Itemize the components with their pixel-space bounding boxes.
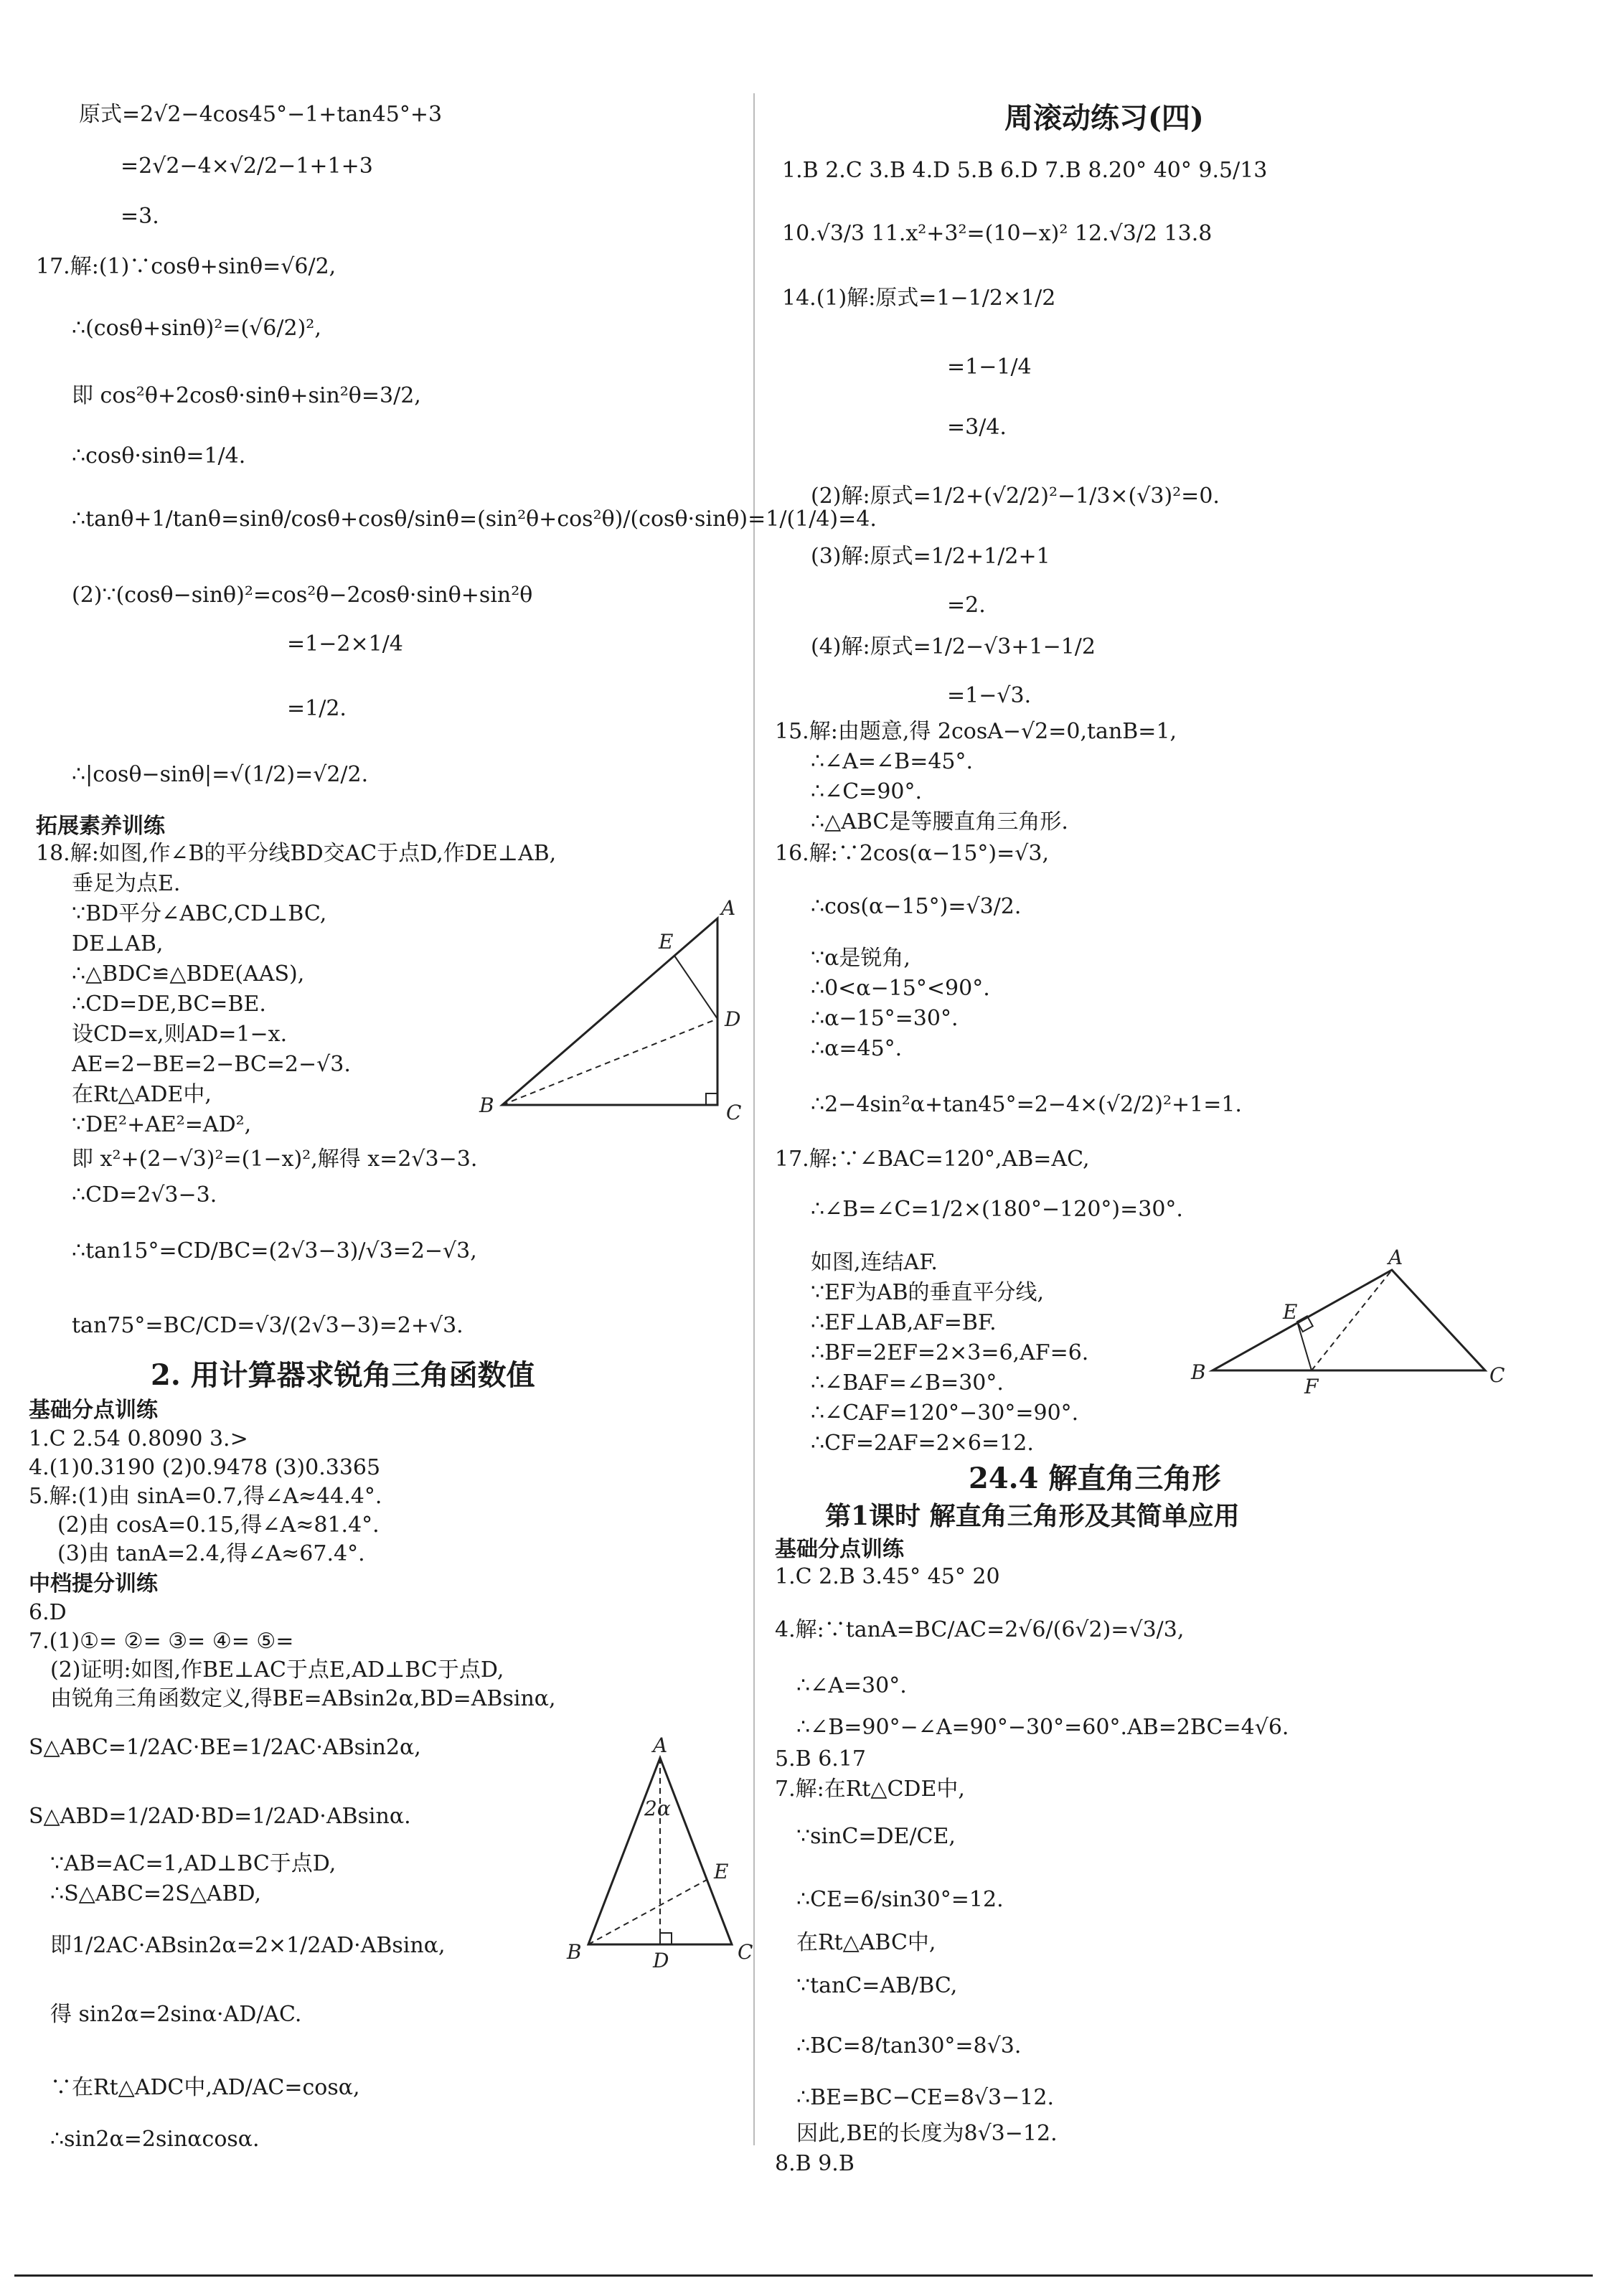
text-line: (4)解:原式=1/2−√3+1−1/2 bbox=[811, 634, 1096, 659]
text-line: 6.D bbox=[29, 1600, 67, 1625]
text-line: ∵在Rt△ADC中,AD/AC=cosα, bbox=[50, 2075, 360, 2100]
text-line: 1.B 2.C 3.B 4.D 5.B 6.D 7.B 8.20° 40° 9.5/13 bbox=[782, 158, 1268, 183]
text-line: 在Rt△ADE中, bbox=[72, 1082, 212, 1107]
text-line: ∴∠B=90°−∠A=90°−30°=60°.AB=2BC=4√6. bbox=[796, 1715, 1289, 1740]
text-line: 18.解:如图,作∠B的平分线BD交AC于点D,作DE⊥AB, bbox=[36, 841, 557, 866]
label-c: C bbox=[738, 1940, 753, 1964]
label-e: E bbox=[659, 930, 674, 954]
label-a: A bbox=[1388, 1246, 1403, 1269]
text-line: =2. bbox=[947, 593, 986, 618]
text-line: S△ABD=1/2AD·BD=1/2AD·ABsinα. bbox=[29, 1804, 411, 1829]
text-line: (2)解:原式=1/2+(√2/2)²−1/3×(√3)²=0. bbox=[811, 484, 1220, 509]
label-d: D bbox=[653, 1949, 669, 1972]
text-line: ∴tanθ+1/tanθ=sinθ/cosθ+cosθ/sinθ=(sin²θ+cos²θ)/(cosθ·sinθ)=1/(1/4)=4. bbox=[72, 507, 877, 532]
section-title: 24.4 解直角三角形 bbox=[969, 1462, 1221, 1495]
text-line: ∴α−15°=30°. bbox=[811, 1006, 959, 1031]
text-line: 7.解:在Rt△CDE中, bbox=[775, 1777, 965, 1802]
text-line: ∵tanC=AB/BC, bbox=[796, 1973, 958, 1998]
section-heading: 中档提分训练 bbox=[29, 1571, 158, 1596]
text-line: ∴∠B=∠C=1/2×(180°−120°)=30°. bbox=[811, 1197, 1183, 1222]
label-c: C bbox=[726, 1101, 742, 1124]
text-line: ∴CF=2AF=2×6=12. bbox=[811, 1431, 1034, 1456]
section-heading: 基础分点训练 bbox=[775, 1537, 904, 1562]
figure-isosceles-triangle bbox=[552, 1736, 768, 1973]
text-line: 垂足为点E. bbox=[72, 871, 181, 896]
text-line: ∴CD=2√3−3. bbox=[72, 1182, 217, 1208]
label-f: F bbox=[1304, 1375, 1319, 1398]
text-line: ∵DE²+AE²=AD², bbox=[72, 1112, 252, 1137]
text-line: ∴CE=6/sin30°=12. bbox=[796, 1887, 1004, 1912]
text-line: =1/2. bbox=[287, 696, 347, 721]
text-line: ∴BE=BC−CE=8√3−12. bbox=[796, 2085, 1054, 2110]
text-line: =2√2−4×√2/2−1+1+3 bbox=[121, 154, 373, 179]
text-line: 设CD=x,则AD=1−x. bbox=[72, 1022, 288, 1047]
text-line: 14.(1)解:原式=1−1/2×1/2 bbox=[782, 286, 1056, 311]
text-line: 1.C 2.54 0.8090 3.> bbox=[29, 1426, 248, 1452]
text-line: ∴△ABC是等腰直角三角形. bbox=[811, 809, 1068, 834]
text-line: ∴α=45°. bbox=[811, 1036, 903, 1061]
text-line: ∵AB=AC=1,AD⊥BC于点D, bbox=[50, 1851, 336, 1876]
text-line: ∴sin2α=2sinαcosα. bbox=[50, 2127, 260, 2152]
text-line: 17.解:(1)∵cosθ+sinθ=√6/2, bbox=[36, 254, 336, 279]
text-line: ∴BC=8/tan30°=8√3. bbox=[796, 2033, 1022, 2059]
text-line: ∵BD平分∠ABC,CD⊥BC, bbox=[72, 901, 327, 926]
text-line: 16.解:∵2cos(α−15°)=√3, bbox=[775, 841, 1050, 866]
label-angle: 2α bbox=[644, 1797, 671, 1820]
text-line: (2)∵(cosθ−sinθ)²=cos²θ−2cosθ·sinθ+sin²θ bbox=[72, 583, 533, 608]
text-line: ∵α是锐角, bbox=[811, 946, 910, 971]
label-b: B bbox=[567, 1940, 582, 1964]
text-line: 10.√3/3 11.x²+3²=(10−x)² 12.√3/2 13.8 bbox=[782, 221, 1213, 246]
label-b: B bbox=[1191, 1360, 1206, 1384]
label-e: E bbox=[714, 1860, 729, 1883]
text-line: 8.B 9.B bbox=[775, 2151, 855, 2176]
text-line: =1−1/4 bbox=[947, 354, 1032, 380]
text-line: ∴△BDC≌△BDE(AAS), bbox=[72, 961, 305, 987]
text-line: 即 cos²θ+2cosθ·sinθ+sin²θ=3/2, bbox=[72, 383, 421, 408]
lesson-title: 第1课时 解直角三角形及其简单应用 bbox=[825, 1501, 1240, 1531]
text-line: ∴0<α−15°<90°. bbox=[811, 976, 990, 1001]
text-line: 由锐角三角函数定义,得BE=ABsin2α,BD=ABsinα, bbox=[50, 1686, 556, 1711]
label-b: B bbox=[479, 1093, 494, 1117]
text-line: ∴BF=2EF=2×3=6,AF=6. bbox=[811, 1340, 1089, 1365]
text-line: 即 x²+(2−√3)²=(1−x)²,解得 x=2√3−3. bbox=[72, 1147, 478, 1172]
label-a: A bbox=[721, 896, 736, 920]
text-line: =3. bbox=[121, 204, 159, 229]
text-line: 原式=2√2−4cos45°−1+tan45°+3 bbox=[79, 102, 443, 127]
text-line: (3)解:原式=1/2+1/2+1 bbox=[811, 544, 1050, 569]
text-line: =1−2×1/4 bbox=[287, 631, 403, 657]
text-line: ∴∠BAF=∠B=30°. bbox=[811, 1370, 1004, 1396]
section-heading: 基础分点训练 bbox=[29, 1398, 158, 1423]
text-line: ∵EF为AB的垂直平分线, bbox=[811, 1280, 1045, 1305]
section-heading: 拓展素养训练 bbox=[36, 814, 165, 839]
text-line: ∴tan15°=CD/BC=(2√3−3)/√3=2−√3, bbox=[72, 1238, 477, 1264]
text-line: ∵sinC=DE/CE, bbox=[796, 1824, 956, 1849]
text-line: 4.(1)0.3190 (2)0.9478 (3)0.3365 bbox=[29, 1455, 381, 1480]
text-line: ∴cos(α−15°)=√3/2. bbox=[811, 894, 1022, 919]
section-title: 2. 用计算器求锐角三角函数值 bbox=[151, 1358, 535, 1392]
text-line: ∴∠A=30°. bbox=[796, 1673, 907, 1698]
text-line: 在Rt△ABC中, bbox=[796, 1930, 936, 1955]
text-line: 15.解:由题意,得 2cosA−√2=0,tanB=1, bbox=[775, 719, 1177, 744]
text-line: ∴∠A=∠B=45°. bbox=[811, 749, 974, 774]
text-line: 5.B 6.17 bbox=[775, 1746, 867, 1772]
label-d: D bbox=[725, 1007, 741, 1031]
label-c: C bbox=[1489, 1363, 1505, 1387]
text-line: ∴∠CAF=120°−30°=90°. bbox=[811, 1401, 1079, 1426]
text-line: =3/4. bbox=[947, 415, 1007, 440]
text-line: 17.解:∵∠BAC=120°,AB=AC, bbox=[775, 1147, 1090, 1172]
figure-obtuse-triangle bbox=[1184, 1241, 1514, 1399]
text-line: ∴|cosθ−sinθ|=√(1/2)=√2/2. bbox=[72, 762, 369, 787]
text-line: 7.(1)①= ②= ③= ④= ⑤= bbox=[29, 1629, 294, 1654]
text-line: =1−√3. bbox=[947, 683, 1032, 708]
text-line: S△ABC=1/2AC·BE=1/2AC·ABsin2α, bbox=[29, 1735, 421, 1760]
text-line: ∴S△ABC=2S△ABD, bbox=[50, 1881, 262, 1906]
text-line: 4.解:∵tanA=BC/AC=2√6/(6√2)=√3/3, bbox=[775, 1617, 1185, 1642]
text-line: AE=2−BE=2−BC=2−√3. bbox=[72, 1052, 351, 1077]
label-a: A bbox=[653, 1736, 668, 1757]
bottom-rule bbox=[14, 2274, 1593, 2277]
text-line: (3)由 tanA=2.4,得∠A≈67.4°. bbox=[57, 1541, 365, 1566]
text-line: DE⊥AB, bbox=[72, 931, 164, 956]
text-line: 5.解:(1)由 sinA=0.7,得∠A≈44.4°. bbox=[29, 1484, 382, 1509]
text-line: ∴EF⊥AB,AF=BF. bbox=[811, 1310, 997, 1335]
text-line: 因此,BE的长度为8√3−12. bbox=[796, 2121, 1058, 2146]
text-line: 1.C 2.B 3.45° 45° 20 bbox=[775, 1564, 1000, 1589]
text-line: (2)证明:如图,作BE⊥AC于点E,AD⊥BC于点D, bbox=[50, 1657, 504, 1683]
text-line: ∴2−4sin²α+tan45°=2−4×(√2/2)²+1=1. bbox=[811, 1092, 1242, 1117]
text-line: ∴∠C=90°. bbox=[811, 779, 923, 804]
section-title: 周滚动练习(四) bbox=[1004, 101, 1204, 135]
text-line: 如图,连结AF. bbox=[811, 1250, 938, 1275]
text-line: 得 sin2α=2sinα·AD/AC. bbox=[50, 2002, 302, 2027]
text-line: (2)由 cosA=0.15,得∠A≈81.4°. bbox=[57, 1512, 380, 1538]
text-line: ∴CD=DE,BC=BE. bbox=[72, 992, 266, 1017]
text-line: ∴(cosθ+sinθ)²=(√6/2)², bbox=[72, 316, 321, 341]
text-line: tan75°=BC/CD=√3/(2√3−3)=2+√3. bbox=[72, 1313, 463, 1338]
text-line: ∴cosθ·sinθ=1/4. bbox=[72, 443, 246, 469]
label-e: E bbox=[1283, 1300, 1298, 1324]
figure-triangle-abc-bisector bbox=[459, 890, 746, 1134]
text-line: 即1/2AC·ABsin2α=2×1/2AD·ABsinα, bbox=[50, 1933, 446, 1958]
